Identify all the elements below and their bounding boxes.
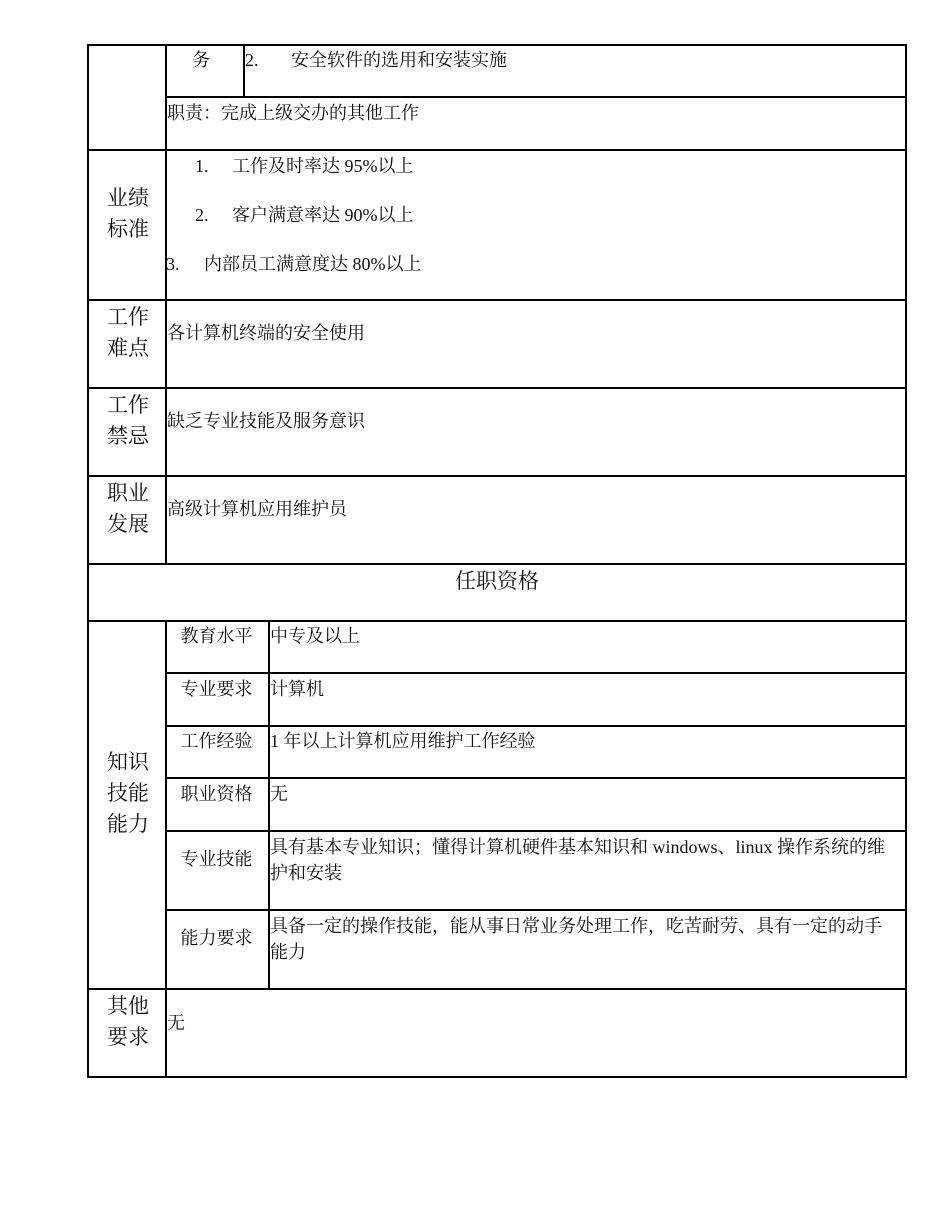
other-text: 无 [167,1013,185,1033]
difficulty-label: 工作 难点 [107,305,149,360]
performance-label: 业绩 标准 [107,186,149,241]
duties-label-fragment: 务 [192,50,210,70]
career-label: 职业 发展 [107,481,149,536]
qualification-row-value: 计算机 [270,679,324,699]
qualification-row-label: 能力要求 [180,928,253,948]
taboo-label: 工作 禁忌 [107,393,149,448]
qualification-row-value: 无 [270,784,288,804]
performance-item-3-number: 3. [166,254,180,274]
performance-item-2-number: 2. [195,205,209,225]
other-duty-text: 职责：完成上级交办的其他工作 [167,103,419,123]
qualification-row-value: 中专及以上 [270,626,360,646]
taboo-text: 缺乏专业技能及服务意识 [167,411,365,431]
qualification-title: 任职资格 [455,569,539,593]
qualification-label: 知识 技能 能力 [107,750,149,836]
performance-item-2-text: 客户满意率达 90%以上 [232,205,414,225]
difficulty-text: 各计算机终端的安全使用 [167,323,365,343]
performance-item-1-number: 1. [195,156,209,176]
qualification-row-value: 1 年以上计算机应用维护工作经验 [270,731,536,751]
duty-item-number: 2. [245,50,259,70]
qualification-row-label: 工作经验 [180,731,253,751]
performance-item-3-text: 内部员工满意度达 80%以上 [204,254,422,274]
qualification-row-label: 专业要求 [180,679,253,699]
qualification-row-value: 具有基本专业知识；懂得计算机硬件基本知识和 windows、linux 操作系统的维护和安装 [270,837,886,883]
qualification-row-label: 职业资格 [180,784,253,804]
qualification-row-label: 教育水平 [180,626,253,646]
career-text: 高级计算机应用维护员 [167,499,347,519]
other-label: 其他 要求 [107,994,149,1049]
qualification-row-value: 具备一定的操作技能，能从事日常业务处理工作，吃苦耐劳、具有一定的动手能力 [270,916,882,962]
performance-item-1-text: 工作及时率达 95%以上 [232,156,414,176]
duty-item-text: 安全软件的选用和安装实施 [291,50,507,70]
qualification-row-label: 专业技能 [180,849,253,869]
